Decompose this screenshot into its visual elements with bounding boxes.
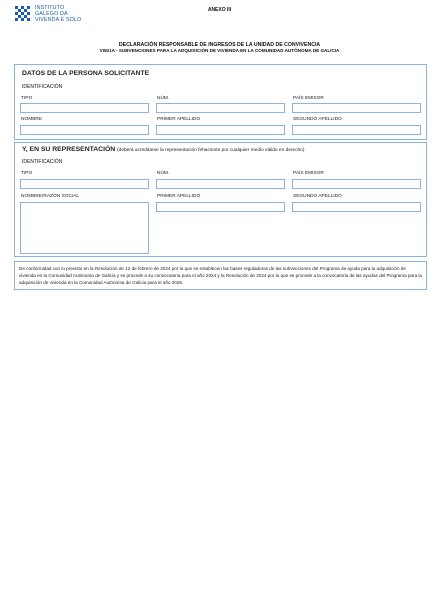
applicant-tipo-field[interactable] [20, 103, 149, 113]
applicant-tipo-label: TIPO [21, 96, 33, 101]
rep-tipo-label: TIPO [21, 171, 33, 176]
applicant-nombre-field[interactable] [20, 125, 149, 135]
rep-apellido1-label: PRIMER APELLIDO [157, 194, 201, 199]
logo-line-2: GALEGO DA [35, 11, 68, 18]
logo-line-1: INSTITUTO [35, 5, 65, 11]
representation-title-text: Y, EN SU REPRESENTACIÓN [22, 146, 116, 153]
representation-identification-label: IDENTIFICACIÓN [22, 159, 63, 165]
applicant-pais-field[interactable] [292, 103, 421, 113]
applicant-section-title: DATOS DE LA PERSONA SOLICITANTE [22, 70, 150, 77]
applicant-pais-label: PAÍS EMISOR [293, 96, 324, 101]
document-title: DECLARACIÓN RESPONSABLE DE INGRESOS DE LA UNIDAD DE CONVIVENCIA [118, 42, 321, 48]
legal-text: De conformidad con lo previsto en la Resolución de 12 de febrero de 2024 por la que se establecen las bases reguladoras de las subvenciones del Programa de ayuda para la adquisición de vivienda en la Comunidad Autónoma de Galicia y se procede a su convocatoria para el año 2024 y la Resolución de 2024 por la que se procede a la convocatoria de las ayudas del Programa para la adquisición de vivienda en la Comunidad Autónoma de Galicia para el año 2025. [14, 261, 427, 290]
logo-line-3: VIVENDA E SOLO [35, 17, 82, 24]
applicant-identification-label: IDENTIFICACIÓN [22, 84, 63, 90]
rep-num-field[interactable] [156, 179, 285, 189]
rep-nombre-field[interactable] [20, 202, 149, 254]
applicant-num-field[interactable] [156, 103, 285, 113]
applicant-nombre-label: NOMBRE [21, 117, 43, 122]
representation-section [14, 142, 427, 257]
applicant-apellido2-field[interactable] [292, 125, 421, 135]
rep-apellido1-field[interactable] [156, 202, 285, 212]
representation-section-title [22, 146, 305, 153]
representation-note: (deberá acreditarse la representación fehaciente por cualquier medio válido en derecho) [117, 148, 305, 153]
rep-apellido2-field[interactable] [292, 202, 421, 212]
rep-num-label: NÚM. [157, 171, 170, 176]
rep-apellido2-label: SEGUNDO APELLIDO [293, 194, 342, 199]
rep-tipo-field[interactable] [20, 179, 149, 189]
rep-nombre-label: NOMBRE/RAZÓN SOCIAL [21, 194, 80, 199]
document-subtitle: VI501A - SUBVENCIONES PARA LA ADQUISICIÓN DE VIVIENDA EN LA COMUNIDAD AUTÓNOMA DE GALICIA [99, 48, 340, 53]
applicant-apellido1-field[interactable] [156, 125, 285, 135]
annex-label: ANEXO III [207, 7, 232, 13]
rep-pais-field[interactable] [292, 179, 421, 189]
applicant-section [14, 64, 427, 140]
applicant-apellido1-label: PRIMER APELLIDO [157, 117, 201, 122]
applicant-apellido2-label: SEGUNDO APELLIDO [293, 117, 342, 122]
rep-pais-label: PAÍS EMISOR [293, 171, 324, 176]
applicant-num-label: NÚM. [157, 96, 170, 101]
